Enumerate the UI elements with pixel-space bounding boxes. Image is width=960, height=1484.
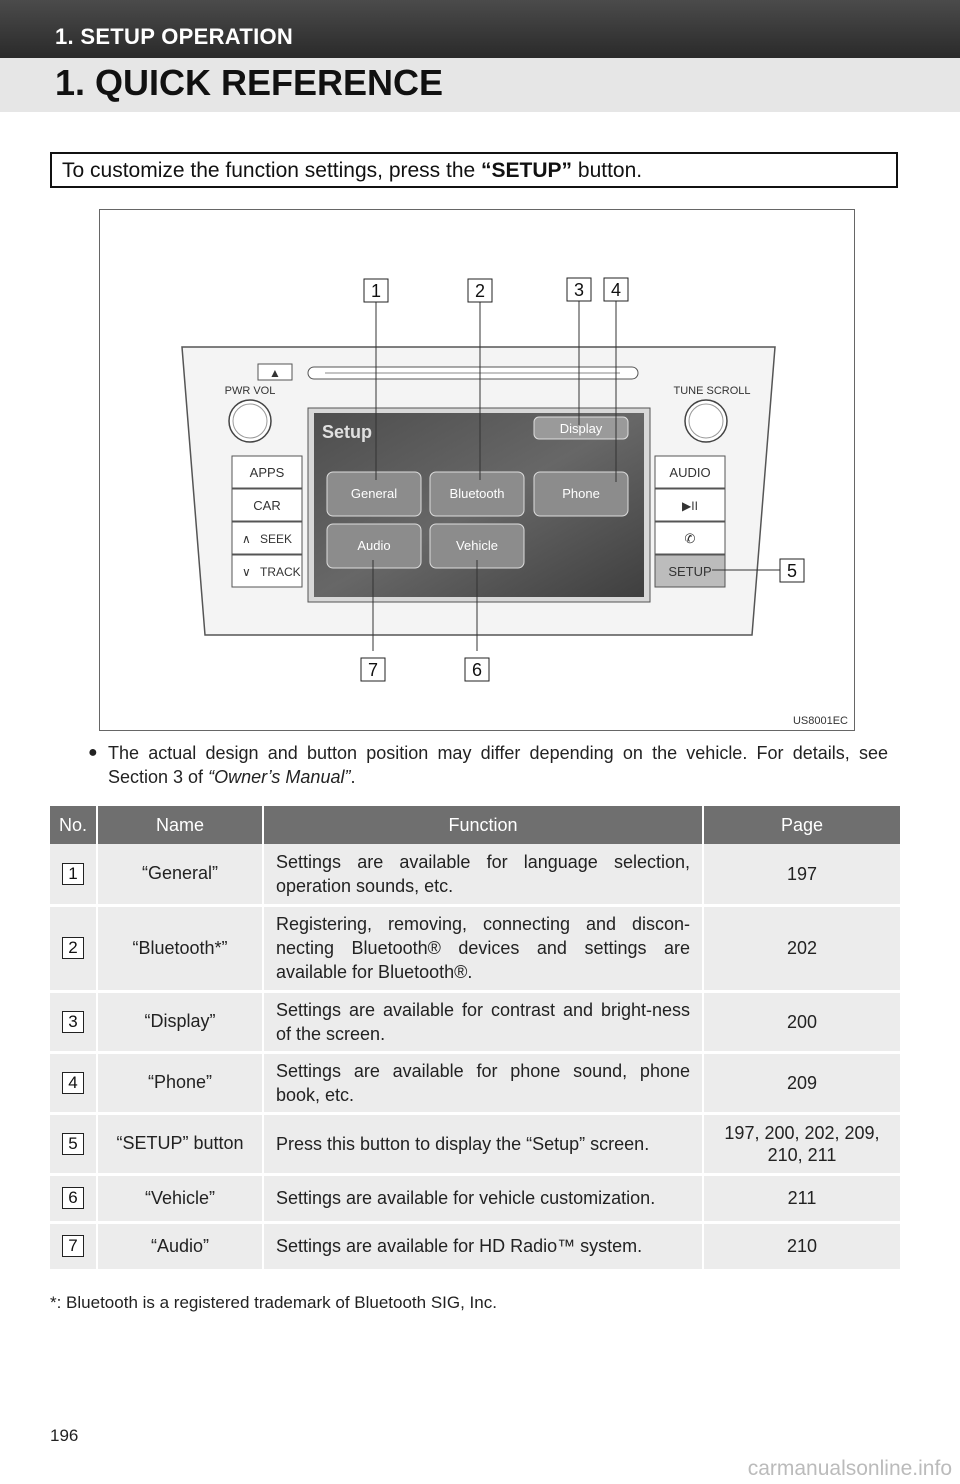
callout-number-3: 3 bbox=[62, 1011, 84, 1033]
row-function: Settings are available for language selection, operation sounds, etc. bbox=[263, 844, 703, 905]
screen-vehicle-label: Vehicle bbox=[456, 538, 498, 553]
screen-display-label: Display bbox=[559, 421, 603, 436]
row-number-cell bbox=[50, 991, 97, 1052]
page-number: 196 bbox=[50, 1426, 79, 1445]
row-page: 202 bbox=[703, 905, 900, 991]
row-name: “SETUP” button bbox=[97, 1113, 263, 1174]
pwr-vol-knob[interactable] bbox=[229, 400, 271, 442]
watermark: carmanualsonline.info bbox=[747, 1457, 952, 1480]
head-unit-svg bbox=[100, 210, 856, 732]
setup-label: SETUP bbox=[668, 564, 712, 579]
row-function: Settings are available for HD Radio™ system. bbox=[263, 1222, 703, 1270]
intro-text bbox=[62, 159, 642, 183]
screen-general-label: General bbox=[350, 486, 398, 501]
figure-code: US8001EC bbox=[792, 715, 848, 727]
screen-bluetooth-label: Bluetooth bbox=[449, 486, 505, 501]
screen-audio-label: Audio bbox=[357, 538, 391, 553]
row-name: “Bluetooth*” bbox=[97, 905, 263, 991]
audio-label: AUDIO bbox=[669, 465, 711, 480]
intro-box bbox=[50, 152, 898, 188]
callout-label-4: 4 bbox=[610, 280, 622, 300]
screen-phone-label: Phone bbox=[562, 486, 600, 501]
table-row bbox=[50, 1222, 900, 1270]
callout-number-4: 4 bbox=[62, 1072, 84, 1094]
header-name: Name bbox=[97, 806, 263, 844]
table-row bbox=[50, 1052, 900, 1113]
seek-up-icon: ∧ bbox=[242, 532, 251, 546]
pwr-vol-label: PWR VOL bbox=[224, 385, 276, 397]
row-name: “Phone” bbox=[97, 1052, 263, 1113]
row-function: Settings are available for phone sound, phone book, etc. bbox=[263, 1052, 703, 1113]
callout-number-7: 7 bbox=[62, 1235, 84, 1257]
row-number-cell bbox=[50, 905, 97, 991]
callout-number-2: 2 bbox=[62, 937, 84, 959]
table-row bbox=[50, 991, 900, 1052]
row-function: Settings are available for contrast and bright-ness of the screen. bbox=[263, 991, 703, 1052]
row-function: Press this button to display the “Setup” screen. bbox=[263, 1113, 703, 1174]
intro-keyword: “SETUP” bbox=[481, 159, 573, 182]
row-name: “Audio” bbox=[97, 1222, 263, 1270]
section-bar bbox=[0, 0, 960, 58]
tune-scroll-label: TUNE SCROLL bbox=[673, 385, 751, 397]
callout-label-5: 5 bbox=[786, 561, 798, 581]
screen-title: Setup bbox=[322, 422, 373, 442]
callout-number-1: 1 bbox=[62, 863, 84, 885]
row-name: “Display” bbox=[97, 991, 263, 1052]
bullet-note bbox=[88, 741, 888, 789]
car-label: CAR bbox=[253, 498, 281, 513]
row-number-cell bbox=[50, 1052, 97, 1113]
table-header-row bbox=[50, 806, 900, 844]
row-name: “Vehicle” bbox=[97, 1174, 263, 1222]
play-pause-icon: ▶II bbox=[682, 499, 698, 513]
row-page: 211 bbox=[703, 1174, 900, 1222]
header-function: Function bbox=[263, 806, 703, 844]
note-body: The actual design and button position may differ depending on the vehicle. For details, see Section 3 of bbox=[108, 743, 888, 787]
row-function: Registering, removing, connecting and discon-necting Bluetooth® devices and settings are available for Bluetooth®. bbox=[263, 905, 703, 991]
row-page: 209 bbox=[703, 1052, 900, 1113]
table-row bbox=[50, 905, 900, 991]
head-unit-illustration bbox=[99, 209, 855, 731]
track-down-icon: ∨ bbox=[242, 565, 251, 579]
note-reference: “Owner’s Manual” bbox=[208, 767, 351, 787]
callout-label-3: 3 bbox=[573, 280, 585, 300]
footnote: *: Bluetooth is a registered trademark of Bluetooth SIG, Inc. bbox=[50, 1293, 497, 1312]
table-row bbox=[50, 844, 900, 905]
row-page: 197 bbox=[703, 844, 900, 905]
table-row bbox=[50, 1174, 900, 1222]
callout-label-7: 7 bbox=[367, 660, 379, 680]
callout-number-5: 5 bbox=[62, 1133, 84, 1155]
section-title: 1. SETUP OPERATION bbox=[55, 24, 294, 49]
apps-label: APPS bbox=[249, 465, 285, 480]
phone-hw-icon: ✆ bbox=[684, 532, 696, 547]
header-page: Page bbox=[703, 806, 900, 844]
callout-number-6: 6 bbox=[62, 1187, 84, 1209]
row-function: Settings are available for vehicle customization. bbox=[263, 1174, 703, 1222]
track-label: TRACK bbox=[260, 565, 301, 579]
callout-label-2: 2 bbox=[474, 281, 486, 301]
tune-scroll-knob[interactable] bbox=[685, 400, 727, 442]
note-text bbox=[108, 741, 888, 789]
note-end: . bbox=[350, 767, 356, 787]
bullet-icon: ● bbox=[88, 744, 98, 761]
eject-icon: ▲ bbox=[269, 366, 281, 380]
row-name: “General” bbox=[97, 844, 263, 905]
table-row bbox=[50, 1113, 900, 1174]
page-title: 1. QUICK REFERENCE bbox=[55, 62, 444, 103]
intro-suffix: button. bbox=[572, 159, 643, 182]
row-page: 210 bbox=[703, 1222, 900, 1270]
callout-label-1: 1 bbox=[370, 281, 382, 301]
header-no: No. bbox=[50, 806, 97, 844]
row-number-cell bbox=[50, 1174, 97, 1222]
callout-label-6: 6 bbox=[471, 660, 483, 680]
quick-reference-table bbox=[50, 806, 900, 1272]
row-number-cell bbox=[50, 1222, 97, 1270]
intro-prefix: To customize the function settings, press the bbox=[62, 159, 482, 182]
seek-label: SEEK bbox=[260, 532, 293, 546]
row-number-cell bbox=[50, 1113, 97, 1174]
row-number-cell bbox=[50, 844, 97, 905]
row-page: 200 bbox=[703, 991, 900, 1052]
row-page: 197, 200, 202, 209, 210, 211 bbox=[703, 1113, 900, 1174]
